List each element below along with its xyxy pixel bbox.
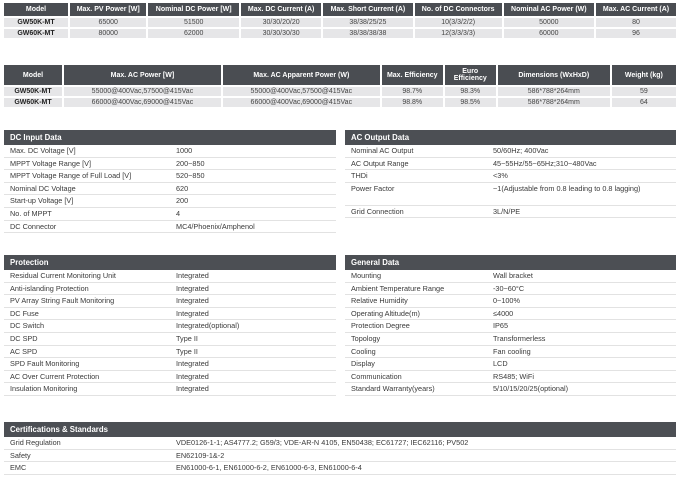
- spec-label: Topology: [351, 333, 381, 343]
- table-cell: GW50K-MT: [4, 87, 62, 96]
- spec-label: MPPT Voltage Range of Full Load [V]: [10, 171, 132, 181]
- section-title: General Data: [345, 255, 676, 270]
- spec-value: Integrated: [176, 271, 209, 280]
- section-title: DC Input Data: [4, 130, 336, 145]
- table-cell: 66000@400Vac,69000@415Vac: [223, 98, 380, 107]
- spec-label: Cooling: [351, 346, 376, 356]
- spec-label: MPPT Voltage Range [V]: [10, 158, 91, 168]
- spec-label: Insulation Monitoring: [10, 384, 78, 394]
- spec-value: RS485; WiFi: [493, 371, 534, 381]
- spec-value: 200: [176, 196, 189, 206]
- table-cell: GW50K-MT: [4, 18, 68, 27]
- spec-row: [4, 145, 336, 158]
- spec-label: DC SPD: [10, 333, 38, 343]
- column-header: Max. Short Current (A): [323, 3, 412, 16]
- spec-label: AC Output Range: [351, 158, 409, 168]
- spec-label: Operating Altitude(m): [351, 308, 420, 318]
- spec-value: <3%: [493, 171, 508, 181]
- spec-row: [345, 371, 676, 384]
- spec-row: [345, 358, 676, 371]
- spec-value: Wall bracket: [493, 271, 533, 280]
- section-title: Certifications & Standards: [4, 422, 676, 437]
- protection-section: [4, 255, 336, 396]
- spec-row: [4, 383, 336, 396]
- table-cell: 98.3%: [445, 87, 496, 96]
- spec-label: DC Fuse: [10, 308, 39, 318]
- spec-row: [345, 170, 676, 183]
- spec-label: PV Array String Fault Monitoring: [10, 296, 115, 306]
- spec-label: EMC: [10, 463, 27, 473]
- spec-label: Communication: [351, 371, 402, 381]
- spec-value: 620: [176, 183, 189, 193]
- spec-value: 50/60Hz; 400Vac: [493, 146, 549, 155]
- table-cell: 59: [612, 87, 676, 96]
- spec-value: Type II: [176, 333, 198, 343]
- spec-label: Mounting: [351, 271, 382, 280]
- table-row: [4, 98, 676, 107]
- spec-value: IP65: [493, 321, 509, 331]
- column-header: Euro Efficiency: [445, 65, 496, 85]
- column-header: No. of DC Connectors: [415, 3, 502, 16]
- spec-row: [4, 170, 336, 183]
- table-cell: GW60K-MT: [4, 98, 62, 107]
- spec-row: [345, 320, 676, 333]
- spec-value: 45~55Hz/55~65Hz;310~480Vac: [493, 158, 597, 168]
- table-cell: 96: [596, 29, 676, 38]
- spec-label: AC SPD: [10, 346, 38, 356]
- table-cell: 80: [596, 18, 676, 27]
- spec-label: Grid Regulation: [10, 438, 61, 447]
- table-cell: 62000: [148, 29, 239, 38]
- spec-row: [345, 383, 676, 396]
- spec-row: [4, 270, 336, 283]
- table-cell: 50000: [504, 18, 594, 27]
- spec-label: Nominal DC Voltage: [10, 183, 76, 193]
- spec-value: Integrated: [176, 371, 209, 381]
- spec-value: Type II: [176, 346, 198, 356]
- table-cell: GW60K-MT: [4, 29, 68, 38]
- spec-value: ≤4000: [493, 308, 514, 318]
- spec-label: Safety: [10, 450, 31, 460]
- dc-input-section: [4, 130, 336, 233]
- table-cell: 10(3/3/2/2): [415, 18, 502, 27]
- spec-value: 3L/N/PE: [493, 206, 521, 216]
- spec-row: [345, 308, 676, 321]
- spec-row: [4, 195, 336, 208]
- column-header: Model: [4, 65, 62, 85]
- spec-value: Integrated: [176, 296, 209, 306]
- ac-output-section: [345, 130, 676, 218]
- spec-row: [345, 145, 676, 158]
- spec-label: Anti-islanding Protection: [10, 283, 89, 293]
- spec-value: 4: [176, 208, 181, 218]
- column-header: Max. AC Power [W]: [64, 65, 221, 85]
- table-cell: 30/30/20/20: [241, 18, 321, 27]
- spec-row: [345, 183, 676, 206]
- spec-value: Integrated: [176, 384, 209, 394]
- general-data-section: [345, 255, 676, 396]
- table-cell: 30/30/30/30: [241, 29, 321, 38]
- spec-value: -30~60°C: [493, 283, 525, 293]
- spec-value: Fan cooling: [493, 346, 531, 356]
- table-cell: 586*788*264mm: [498, 98, 610, 107]
- spec-row: [345, 346, 676, 359]
- spec-row: [4, 308, 336, 321]
- spec-row: [345, 283, 676, 296]
- table-row: [4, 18, 676, 27]
- certifications-section: [4, 422, 676, 475]
- spec-value: Integrated: [176, 359, 209, 369]
- spec-row: [4, 462, 676, 475]
- model-spec-table-2: [2, 63, 678, 109]
- spec-label: Relative Humidity: [351, 296, 408, 306]
- table-cell: 64: [612, 98, 676, 107]
- spec-label: Start-up Voltage [V]: [10, 196, 74, 206]
- table-cell: 55000@400Vac,57500@415Vac: [223, 87, 380, 96]
- column-header: Max. PV Power [W]: [70, 3, 146, 16]
- spec-row: [4, 158, 336, 171]
- spec-row: [345, 333, 676, 346]
- column-header: Max. AC Current (A): [596, 3, 676, 16]
- table-cell: 38/38/25/25: [323, 18, 412, 27]
- spec-row: [345, 206, 676, 219]
- spec-value: ~1(Adjustable from 0.8 leading to 0.8 lagging): [493, 183, 641, 193]
- spec-label: DC Connector: [10, 221, 57, 231]
- table-cell: 38/38/38/38: [323, 29, 412, 38]
- spec-row: [345, 295, 676, 308]
- spec-row: [4, 333, 336, 346]
- spec-label: Ambient Temperature Range: [351, 283, 445, 293]
- column-header: Max. DC Current (A): [241, 3, 321, 16]
- spec-label: Protection Degree: [351, 321, 410, 331]
- spec-label: Max. DC Voltage [V]: [10, 146, 76, 155]
- table-cell: 66000@400Vac,69000@415Vac: [64, 98, 221, 107]
- column-header: Weight (kg): [612, 65, 676, 85]
- spec-row: [4, 208, 336, 221]
- table-row: [4, 29, 676, 38]
- spec-value: Integrated: [176, 283, 209, 293]
- spec-label: No. of MPPT: [10, 208, 52, 218]
- spec-label: Residual Current Monitoring Unit: [10, 271, 116, 280]
- spec-value: EN62109-1&-2: [176, 450, 225, 460]
- table-cell: 98.8%: [382, 98, 443, 107]
- spec-row: [345, 158, 676, 171]
- spec-label: SPD Fault Monitoring: [10, 359, 80, 369]
- spec-row: [4, 183, 336, 196]
- column-header: Max. AC Apparent Power (W): [223, 65, 380, 85]
- spec-label: Grid Connection: [351, 206, 404, 216]
- column-header: Nominal DC Power [W]: [148, 3, 239, 16]
- spec-value: Integrated: [176, 308, 209, 318]
- section-title: AC Output Data: [345, 130, 676, 145]
- table-cell: 12(3/3/3/3): [415, 29, 502, 38]
- spec-value: LCD: [493, 359, 508, 369]
- spec-row: [4, 320, 336, 333]
- spec-row: [4, 221, 336, 234]
- table-cell: 65000: [70, 18, 146, 27]
- spec-value: 1000: [176, 146, 193, 155]
- spec-row: [4, 437, 676, 450]
- table-header-row: [4, 65, 676, 85]
- table-row: [4, 87, 676, 96]
- column-header: Model: [4, 3, 68, 16]
- table-cell: 51500: [148, 18, 239, 27]
- column-header: Nominal AC Power (W): [504, 3, 594, 16]
- spec-row: [345, 270, 676, 283]
- spec-value: Integrated(optional): [176, 321, 240, 331]
- spec-label: DC Switch: [10, 321, 45, 331]
- spec-label: Nominal AC Output: [351, 146, 414, 155]
- spec-row: [4, 358, 336, 371]
- spec-value: VDE0126-1-1; AS4777.2; G59/3; VDE-AR-N 4105, EN50438; EC61727; IEC62116; PV502: [176, 438, 469, 447]
- spec-label: THDi: [351, 171, 368, 181]
- spec-value: Transformerless: [493, 333, 546, 343]
- spec-row: [4, 295, 336, 308]
- column-header: Dimensions (WxHxD): [498, 65, 610, 85]
- model-spec-table-1: [2, 1, 678, 40]
- table-cell: 586*788*264mm: [498, 87, 610, 96]
- table-cell: 55000@400Vac,57500@415Vac: [64, 87, 221, 96]
- spec-row: [4, 283, 336, 296]
- table-header-row: [4, 3, 676, 16]
- table-cell: 60000: [504, 29, 594, 38]
- spec-row: [4, 346, 336, 359]
- section-title: Protection: [4, 255, 336, 270]
- table-cell: 98.7%: [382, 87, 443, 96]
- spec-value: 5/10/15/20/25(optional): [493, 384, 569, 394]
- spec-label: AC Over Current Protection: [10, 371, 100, 381]
- spec-label: Power Factor: [351, 183, 395, 193]
- spec-label: Standard Warranty(years): [351, 384, 435, 394]
- column-header: Max. Efficiency: [382, 65, 443, 85]
- spec-value: 200~850: [176, 158, 205, 168]
- table-cell: 98.5%: [445, 98, 496, 107]
- spec-value: 0~100%: [493, 296, 520, 306]
- spec-value: EN61000-6-1, EN61000-6-2, EN61000-6-3, EN61000-6-4: [176, 463, 362, 473]
- spec-row: [4, 371, 336, 384]
- spec-value: MC4/Phoenix/Amphenol: [176, 221, 255, 231]
- spec-row: [4, 450, 676, 463]
- spec-label: Display: [351, 359, 375, 369]
- spec-value: 520~850: [176, 171, 205, 181]
- table-cell: 80000: [70, 29, 146, 38]
